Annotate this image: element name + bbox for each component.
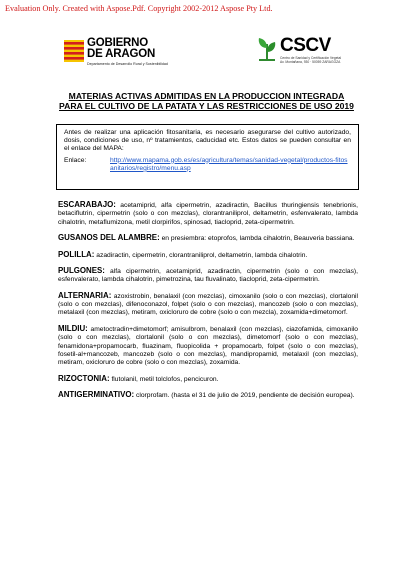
mapa-registry-link[interactable]: http://www.mapama.gob.es/es/agricultura/temas/sanidad-vegetal/productos-fitosanitarios/registro/menu.asp [110, 156, 348, 172]
section-body: ametoctradin+dimetomorf; amisulbrom, benalaxil (con mezclas), ciazofamida, cimoxanilo (solo o con mezclas), clortalonil (solo o con mezclas), dimetomorf (solo o con mezclas), fenamidona+propamocarb, fluazinam, fluopicolida + propamocarb, folpet (solo o con mezclas), fosetil-al+mancozeb, mancozeb (solo o con mezclas), mandipropamid, metalaxil (con mezclas), metiram, oxicloruro de cobre (solo o con mezclas), zoxamida. [58, 325, 359, 367]
section-heading: RIZOCTONIA: [58, 373, 110, 383]
logo-right-name: CSCV [280, 35, 331, 56]
section-pulgones [58, 267, 358, 285]
notice-text: Antes de realizar una aplicación fitosanitaria, es necesario asegurarse del cultivo autorizado, dosis, condiciones de uso, nº tratamientos, caducidad etc. Estos datos se pueden consultar en el enlace del MAPA: [64, 129, 351, 153]
notice-link-row [64, 157, 351, 173]
section-rizoctonia [58, 375, 358, 384]
section-gusanos-del-alambre [58, 234, 358, 243]
section-antigerminativo [58, 391, 358, 400]
section-body: azadiractin, cipermetrin, clorantraniliprol, deltametrin, lambda cihalotrin. [96, 251, 308, 259]
document-title-line-1: MATERIAS ACTIVAS ADMITIDAS EN LA PRODUCCION INTEGRADA [68, 91, 345, 101]
document-title-line-2: PARA EL CULTIVO DE LA PATATA Y LAS RESTRICCIONES DE USO 2019 [59, 101, 354, 111]
section-alternaria [58, 292, 358, 318]
section-heading: POLILLA: [58, 249, 95, 259]
section-body: en presiembra: etoprofos, lambda cihalotrin, Beauveria bassiana. [161, 235, 355, 243]
aragon-flag-icon [64, 40, 84, 62]
logo-right-subtitle: Centro de Sanidad y Certificación Vegetal Av. Montañana, 930 · 50059 ZARAGOZA [280, 56, 342, 64]
section-heading: PULGONES: [58, 266, 105, 276]
logo-left-department: Departamento de Desarrollo Rural y Sostenibilidad [87, 62, 168, 66]
section-body: alfa cipermetrin, acetamiprid, azadiractin, cipermetrin (solo o con mezclas), esfenvalerato, lambda cihalotrin, pimetrozina, tau fluvalinato, tiacloprid, zeta-cipermetrin. [58, 268, 359, 284]
section-body: azoxistrobin, benalaxil (con mezclas), cimoxanilo (solo o con mezclas), clortalonil (solo o con mezclas), difenoconazol, folpet (solo o con mezclas), mancozeb (solo o con mezclas), metalaxil (con mezclas), metiram, oxicloruro de cobre (solo o con mezcla), zoxamida+dimetomorf. [58, 292, 359, 317]
section-body: acetamiprid, alfa cipermetrin, azadiractin, Bacillus thuringiensis tenebrionis, betaciflutrin, cipermetrin (solo o con mezclas), clorantraniliprol, deltametrin, esfenvalerato, lambda cihalotrin, metaflumizona, metil clorpirifos, spinosad, tiacloprid, zeta-cipermetrin. [58, 202, 358, 226]
logo-left-name: GOBIERNO DE ARAGON [87, 37, 156, 60]
section-mildiu [58, 325, 358, 367]
section-heading: ALTERNARIA: [58, 290, 112, 300]
evaluation-watermark: Evaluation Only. Created with Aspose.Pdf. Copyright 2002-2012 Aspose Pty Ltd. [5, 4, 273, 13]
section-heading: ESCARABAJO: [58, 200, 116, 209]
section-escarabajo [58, 201, 358, 227]
cscv-logo [256, 36, 356, 76]
notice-link-label: Enlace: [64, 156, 87, 164]
section-body: clorprofam. (hasta el 31 de julio de 2019, pendiente de decisión europea). [135, 392, 355, 400]
section-heading: MILDIU: [58, 323, 88, 333]
gobierno-aragon-logo [64, 38, 184, 78]
section-polilla [58, 251, 358, 260]
pest-sections [58, 201, 358, 408]
plant-leaf-icon [256, 36, 278, 62]
mapa-notice-box [56, 124, 359, 190]
section-heading: ANTIGERMINATIVO: [58, 390, 135, 400]
section-body: flutolanil, metil tolclofos, pencicuron. [111, 375, 219, 383]
section-heading: GUSANOS DEL ALAMBRE: [58, 233, 160, 243]
